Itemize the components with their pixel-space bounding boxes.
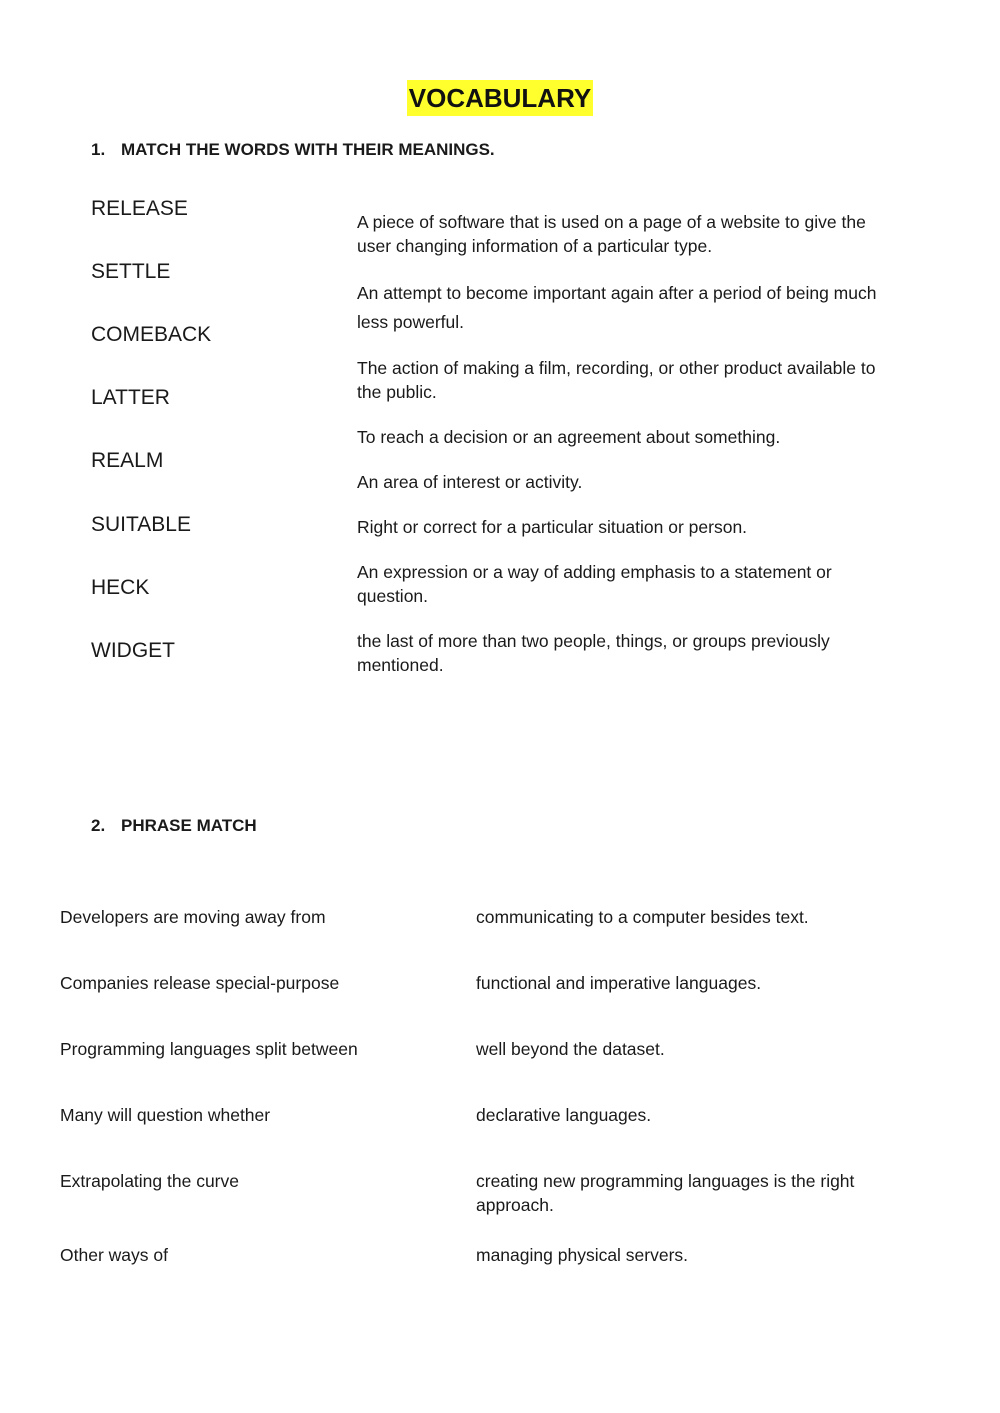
word-item: SETTLE [91,260,171,283]
section-1-heading [91,139,495,161]
meaning-item: Right or correct for a particular situation or person. [357,517,748,537]
page-title-text: VOCABULARY [407,80,593,116]
word-item: HECK [91,576,150,599]
phrase-end: functional and imperative languages. [476,973,762,993]
meaning-item: The action of making a film, recording, or other product available to the public. [357,358,876,402]
meaning-item: An attempt to become important again after a period of being much less powerful. [357,283,877,332]
phrase-start: Extrapolating the curve [60,1171,239,1191]
phrase-end: creating new programming languages is the right approach. [476,1171,855,1215]
phrase-start: Many will question whether [60,1105,271,1125]
word-item: REALM [91,449,164,472]
word-item: COMEBACK [91,323,212,346]
word-item: RELEASE [91,197,188,220]
section-1-number: 1. [91,140,106,159]
meaning-item: An area of interest or activity. [357,472,583,492]
word-item: SUITABLE [91,513,191,536]
section-2-number: 2. [91,816,106,835]
phrase-start: Companies release special-purpose [60,973,340,993]
phrase-start: Developers are moving away from [60,907,326,927]
meaning-item: the last of more than two people, things, or groups previously mentioned. [357,631,830,675]
word-item: LATTER [91,386,170,409]
meaning-item: A piece of software that is used on a page of a website to give the user changing information of a particular type. [357,212,866,256]
phrase-end: managing physical servers. [476,1245,689,1265]
meaning-item: To reach a decision or an agreement about something. [357,427,781,447]
phrase-start: Programming languages split between [60,1039,358,1059]
section-1-heading-text: MATCH THE WORDS WITH THEIR MEANINGS. [121,140,495,159]
page-title [0,80,1000,116]
phrase-end: well beyond the dataset. [476,1039,665,1059]
section-2-heading [91,815,257,837]
meaning-item: An expression or a way of adding emphasis to a statement or question. [357,562,832,606]
section-2-heading-text: PHRASE MATCH [121,816,257,835]
word-item: WIDGET [91,639,175,662]
phrase-start: Other ways of [60,1245,168,1265]
phrase-end: declarative languages. [476,1105,652,1125]
phrase-end: communicating to a computer besides text. [476,907,809,927]
